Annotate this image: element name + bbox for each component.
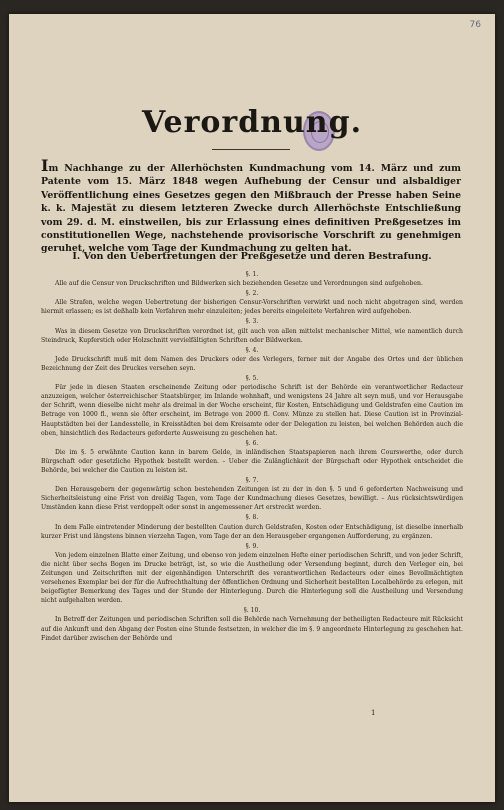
title-rule xyxy=(212,149,290,150)
paragraph-1 xyxy=(41,270,463,288)
paragraph-text: Für jede in diesen Staaten erscheinende Zeitung oder periodische Schrift ist der Behörde ein verantwortlicher Redacteur anzuzeigen, welcher österreichischer Staatsbürger, im Inlande wohnhaft, und wenigstens 24 Jahre alt seyn muß, und vor Herausgabe der Schrift, wenn dieselbe nicht mehr als dreimal in der Woche erscheint, für Kosten, Entschädigung und Geldstrafen eine Caution im Betrage von 1000 fl., wenn sie öfter erscheint, im Betrage von 2000 fl. Conv. Münze zu stellen hat. Diese Caution ist in Provinzial-Hauptstädten bei der Landesstelle, in Kreisstädten bei dem Kreisamte oder der Delegation zu leisten, bei welchen Behörden auch die oben, hinsichtlich des Redacteurs geforderte Ausweisung zu geschehen hat. xyxy=(41,384,463,437)
paragraph-6 xyxy=(41,439,463,475)
paragraph-text: In dem Falle eintretender Minderung der bestellten Caution durch Geldstrafen, Kosten oder Entschädigung, ist dieselbe innerhalb kurzer Frist und längstens binnen vierzehn Tagen, vom Tage der an den Herausgeber ergangenen Aufforderung, zu ergänzen. xyxy=(41,523,463,540)
paragraph-number: §. 5. xyxy=(245,375,259,383)
paragraph-number: §. 10. xyxy=(243,607,261,615)
paragraph-number: §. 3. xyxy=(245,318,259,326)
paragraph-3 xyxy=(41,317,463,344)
paragraph-text: In Betreff der Zeitungen und periodischen Schriften soll die Behörde nach Vernehmung der betheiligten Redacteure mit Rücksicht auf die Ankunft und den Abgang der Posten eine Stunde festsetzen, in welcher die im §. 9 angeordnete Hinterlegung zu geschehen hat. Findet darüber zwischen der Behörde und xyxy=(41,616,463,642)
paragraph-text: Jede Druckschrift muß mit dem Namen des Druckers oder des Verlegers, ferner mit der Angabe des Ortes und der üblichen Bezeichnung der Zeit des Druckes versehen seyn. xyxy=(41,355,463,372)
paragraph-number: §. 8. xyxy=(245,514,259,522)
document-page xyxy=(9,14,495,802)
paragraph-text: Was in diesem Gesetze von Druckschriften verordnet ist, gilt auch von allen mittelst mechanischer Mittel, wie namentlich durch Steindruck, Kupferstich oder Holzschnitt vervielfältigten Schriften oder Bildwerken. xyxy=(41,327,463,344)
paragraph-7 xyxy=(41,476,463,512)
paragraph-text: Alle Strafen, welche wegen Uebertretung der bisherigen Censur-Vorschriften verwirkt und noch nicht abgetragen sind, werden hiermit erlassen; es ist deßhalb kein Verfahren mehr einzuleiten; jedes bereits eingeleitete Verfahren wird aufgehoben. xyxy=(41,299,463,316)
paragraph-4 xyxy=(41,346,463,373)
intro-text: m Nachhange zu der Allerhöchsten Kundmachung vom 14. März und zum Patente vom 15. März 1848 wegen Aufhebung der Censur und alsbaldiger Veröffentlichung eines Gesetzes gegen den Mißbrauch der Presse haben Seine k. k. Majestät zu diesem letzteren Zwecke durch Allerhöchste Entschließung vom 29. d. M. einstweilen, bis zur Erlassung eines definitiven Preßgesetzes im constitutionellen Wege, nachstehende provisorische Vorschrift zu genehmigen geruhet, welche vom Tage der Kundmachung zu gelten hat. xyxy=(41,163,461,255)
paragraph-text: Von jedem einzelnen Blatte einer Zeitung, und ebenso von jedem einzelnen Hefte einer periodischen Schrift, und von jeder Schrift, die nicht über sechs Bogen im Drucke beträgt, ist, so wie die Austheilung oder Versendung beginnt, durch den Verleger ein, bei Zeitungen und Zeitschriften mit der eigenhändigen Unterschrift des verantwortlichen Redacteurs oder eines Bevollmächtigten versehenes Exemplar bei der für die Aufrechthaltung der öffentlichen Ordnung und Sicherheit bestellten Localbehörde zu erlegen, mit beigefügter Bemerkung des Tages und der Stunde der Hinterlegung. Durch die Hinterlegung soll die Austheilung und Versendung nicht aufgehalten werden. xyxy=(41,551,463,605)
paragraph-text: Alle auf die Censur von Druckschriften und Bildwerken sich beziehenden Gesetze und Verordnungen sind aufgehoben. xyxy=(55,280,423,288)
intro-dropcap: I xyxy=(41,156,49,175)
paragraph-text: Den Herausgebern der gegenwärtig schon bestehenden Zeitungen ist zu der in den §. 5 und 6 geforderten Nachweisung und Sicherheitsleistung eine Frist von dreißig Tagen, vom Tage der Kundmachung dieses Gesetzes, bewilligt. – Aus rücksichtswürdigen Umständen kann diese Frist verdoppelt oder sonst in angemessener Art erstreckt werden. xyxy=(41,486,463,512)
paragraph-number: §. 2. xyxy=(245,290,259,298)
paragraph-5 xyxy=(41,374,463,438)
intro-paragraph xyxy=(41,156,461,256)
paragraph-number: §. 4. xyxy=(245,346,259,354)
paragraph-10 xyxy=(41,606,463,642)
paragraph-8 xyxy=(41,513,463,540)
paragraph-number: §. 6. xyxy=(245,439,259,447)
section-heading: I. Von den Uebertretungen der Preßgesetze und deren Bestrafung. xyxy=(72,251,432,262)
paragraph-2 xyxy=(41,289,463,316)
paragraph-number: §. 9. xyxy=(245,542,259,550)
paragraph-9 xyxy=(41,542,463,606)
page-number: 1 xyxy=(371,709,376,717)
paragraph-number: §. 1. xyxy=(245,271,259,278)
paragraph-number: §. 7. xyxy=(245,477,259,485)
paragraph-list xyxy=(41,269,463,643)
folio-number: 76 xyxy=(469,20,481,30)
paragraph-text: Die im §. 5 erwähnte Caution kann in barem Gelde, in inländischen Staatspapieren nach ihrem Courswerthe, oder durch Bürgschaft oder gesetzliche Hypothek bestellt werden. – Ueber die Zulänglichkeit der Bürgschaft oder Hypothek entscheidet die Behörde, bei welcher die Caution zu leisten ist. xyxy=(41,448,463,474)
document-title: Verordnung. xyxy=(141,105,363,140)
